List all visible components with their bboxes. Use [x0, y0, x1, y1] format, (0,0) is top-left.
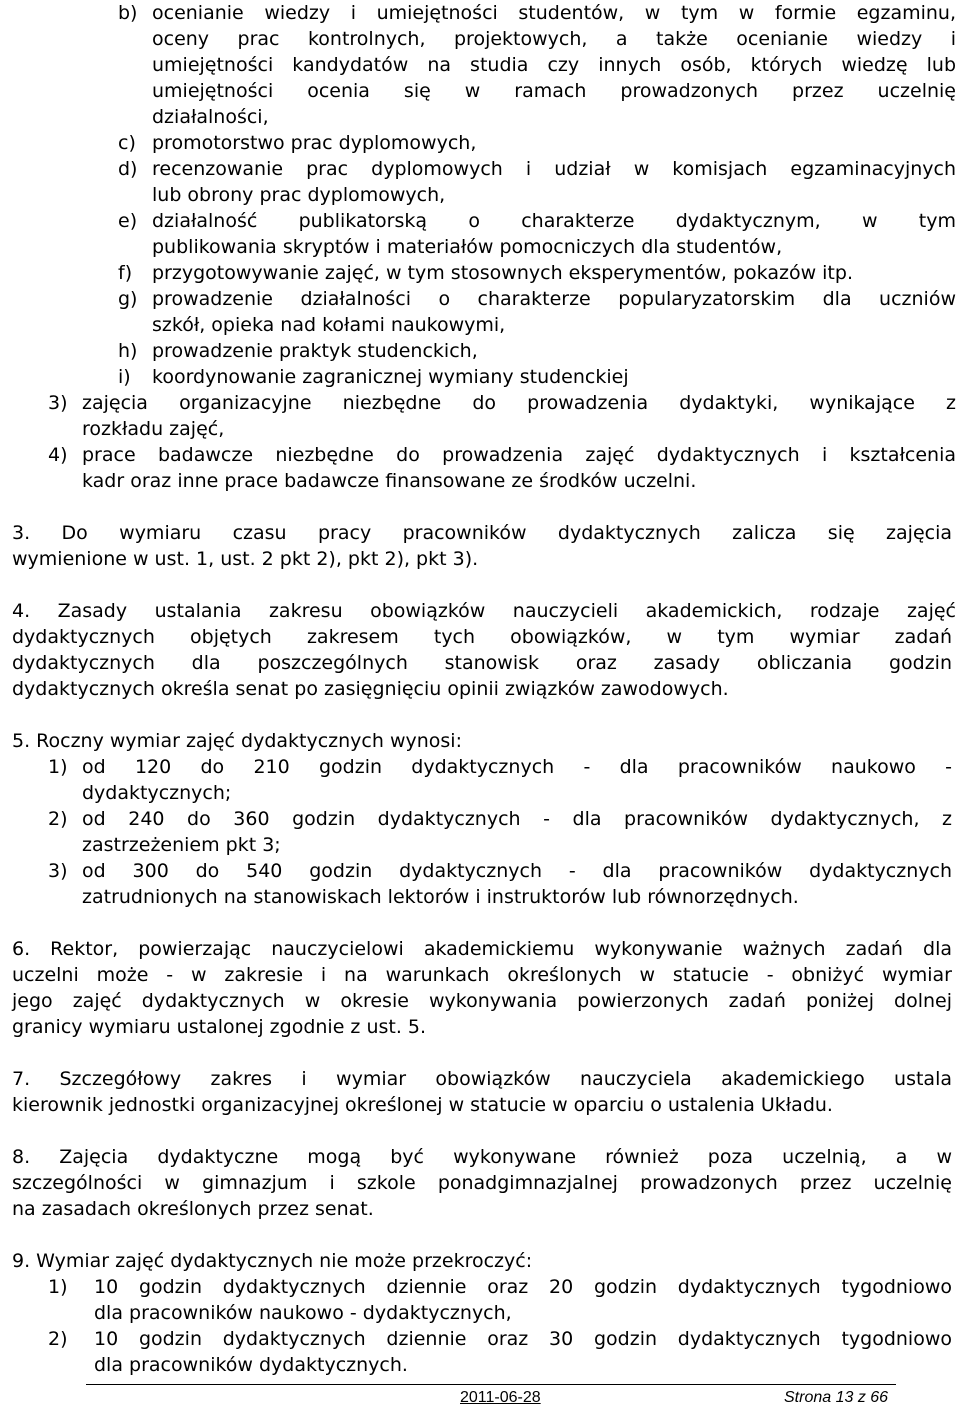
text-line: działalność publikatorską o charakterze dydaktycznym, w tym: [152, 210, 956, 232]
text-line: szkół, opieka nad kołami naukowymi,: [152, 314, 506, 336]
paragraph-line: na zasadach określonych przez senat.: [12, 1198, 374, 1220]
text-line: dla pracowników dydaktycznych.: [94, 1354, 408, 1376]
paragraph-line: szczególności w gimnazjum i szkole ponadgimnazjalnej prowadzonych przez uczelnię: [12, 1172, 952, 1194]
text-line: od 240 do 360 godzin dydaktycznych - dla pracowników dydaktycznych, z: [82, 808, 952, 830]
paragraph-line: dydaktycznych objętych zakresem tych obowiązków, w tym wymiar zadań: [12, 626, 952, 648]
paragraph-line: 7. Szczegółowy zakres i wymiar obowiązków nauczyciela akademickiego ustala: [12, 1068, 952, 1090]
text-line: od 120 do 210 godzin dydaktycznych - dla pracowników naukowo -: [82, 756, 952, 778]
paragraph-line: granicy wymiaru ustalonej zgodnie z ust. 5.: [12, 1016, 427, 1038]
paragraph-line: 3. Do wymiaru czasu pracy pracowników dydaktycznych zalicza się zajęcia: [12, 522, 952, 544]
text-line: prowadzenie działalności o charakterze popularyzatorskim dla uczniów: [152, 288, 956, 310]
page-number: Strona 13 z 66: [784, 1389, 889, 1406]
section-heading: 5. Roczny wymiar zajęć dydaktycznych wynosi:: [12, 730, 462, 752]
text-line: kadr oraz inne prace badawcze finansowane ze środków uczelni.: [82, 470, 697, 492]
list-label: 3): [48, 392, 68, 414]
text-line: recenzowanie prac dyplomowych i udział w komisjach egzaminacyjnych: [152, 158, 956, 180]
paragraph-line: 8. Zajęcia dydaktyczne mogą być wykonywane również poza uczelnią, a w: [12, 1146, 952, 1168]
list-label: b): [118, 2, 138, 24]
footer-date: 2011-06-28: [460, 1389, 541, 1406]
text-line: 10 godzin dydaktycznych dziennie oraz 20 godzin dydaktycznych tygodniowo: [94, 1276, 952, 1298]
text-line: zatrudnionych na stanowiskach lektorów i instruktorów lub równorzędnych.: [82, 886, 799, 908]
text-line: 10 godzin dydaktycznych dziennie oraz 30 godzin dydaktycznych tygodniowo: [94, 1328, 952, 1350]
list-label: f): [118, 262, 133, 284]
paragraph-line: wymienione w ust. 1, ust. 2 pkt 2), pkt 2), pkt 3).: [12, 548, 479, 570]
footer-divider: [86, 1384, 896, 1385]
text-line: dydaktycznych;: [82, 782, 232, 804]
list-label: c): [118, 132, 136, 154]
text-line: rozkładu zajęć,: [82, 418, 225, 440]
list-label: e): [118, 210, 138, 232]
section-heading: 9. Wymiar zajęć dydaktycznych nie może przekroczyć:: [12, 1250, 533, 1272]
text-line: zajęcia organizacyjne niezbędne do prowadzenia dydaktyki, wynikające z: [82, 392, 956, 414]
list-label: h): [118, 340, 138, 362]
paragraph-line: 4. Zasady ustalania zakresu obowiązków nauczycieli akademickich, rodzaje zajęć: [12, 600, 956, 622]
list-label: 3): [48, 860, 68, 882]
text-line: dla pracowników naukowo - dydaktycznych,: [94, 1302, 512, 1324]
text-line: działalności,: [152, 106, 269, 128]
paragraph-line: jego zajęć dydaktycznych w okresie wykonywania powierzonych zadań poniżej dolnej: [12, 990, 952, 1012]
paragraph-line: uczelni może - w zakresie i na warunkach określonych w statucie - obniżyć wymiar: [12, 964, 952, 986]
text-line: zastrzeżeniem pkt 3;: [82, 834, 281, 856]
text-line: ocenianie wiedzy i umiejętności studentów, w tym w formie egzaminu,: [152, 2, 956, 24]
paragraph-line: dydaktycznych dla poszczególnych stanowisk oraz zasady obliczania godzin: [12, 652, 952, 674]
list-label: i): [118, 366, 131, 388]
text-line: prowadzenie praktyk studenckich,: [152, 340, 478, 362]
text-line: oceny prac kontrolnych, projektowych, a także ocenianie wiedzy i: [152, 28, 956, 50]
text-line: od 300 do 540 godzin dydaktycznych - dla pracowników dydaktycznych: [82, 860, 952, 882]
text-line: lub obrony prac dyplomowych,: [152, 184, 446, 206]
text-line: umiejętności kandydatów na studia czy innych osób, których wiedzę lub: [152, 54, 956, 76]
paragraph-line: kierownik jednostki organizacyjnej określonej w statucie w oparciu o ustalenia Układu.: [12, 1094, 833, 1116]
text-line: promotorstwo prac dyplomowych,: [152, 132, 477, 154]
text-line: umiejętności ocenia się w ramach prowadzonych przez uczelnię: [152, 80, 956, 102]
paragraph-line: 6. Rektor, powierzając nauczycielowi akademickiemu wykonywanie ważnych zadań dla: [12, 938, 952, 960]
list-label: 2): [48, 1328, 68, 1350]
list-label: g): [118, 288, 138, 310]
text-line: przygotowywanie zajęć, w tym stosownych eksperymentów, pokazów itp.: [152, 262, 853, 284]
list-label: 1): [48, 756, 68, 778]
list-label: 2): [48, 808, 68, 830]
list-label: 4): [48, 444, 68, 466]
text-line: publikowania skryptów i materiałów pomocniczych dla studentów,: [152, 236, 783, 258]
text-line: koordynowanie zagranicznej wymiany studenckiej: [152, 366, 629, 388]
list-label: d): [118, 158, 138, 180]
paragraph-line: dydaktycznych określa senat po zasięgnięciu opinii związków zawodowych.: [12, 678, 729, 700]
list-label: 1): [48, 1276, 68, 1298]
text-line: prace badawcze niezbędne do prowadzenia zajęć dydaktycznych i kształcenia: [82, 444, 956, 466]
